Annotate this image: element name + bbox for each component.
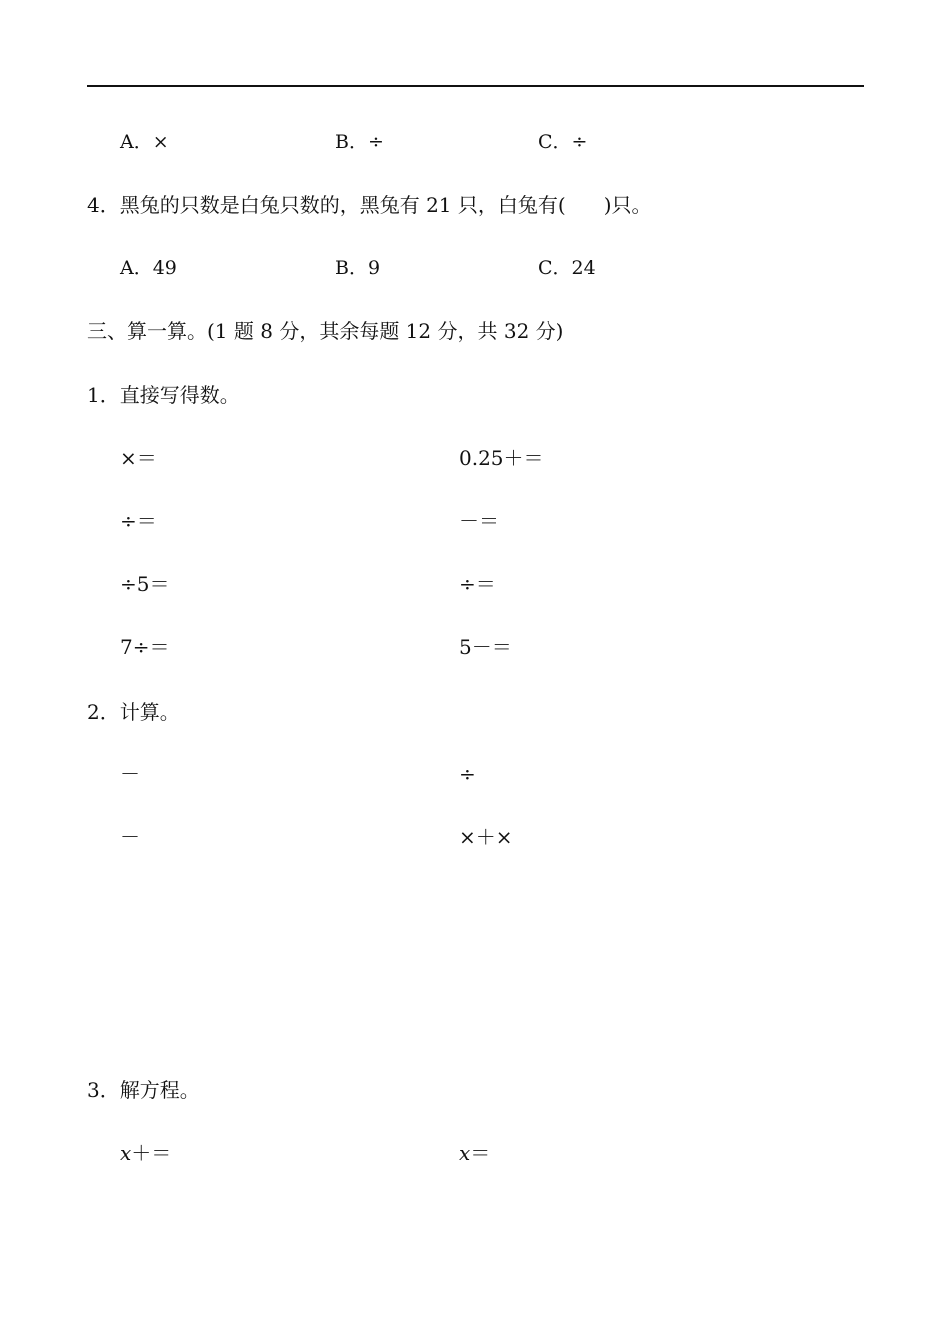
section-heading: 三、算一算。(1 题 8 分，其余每题 12 分，共 32 分) bbox=[87, 319, 564, 343]
calc-item: ×＋× bbox=[459, 825, 513, 849]
top-rule bbox=[87, 85, 864, 87]
q4-option-a: A．49 bbox=[120, 257, 177, 279]
mental-math-item: ×＝ bbox=[120, 446, 157, 470]
equation-rest: ＝ bbox=[470, 1141, 491, 1165]
equation-rest: ＋＝ bbox=[131, 1141, 172, 1165]
part-1-title: 1．直接写得数。 bbox=[87, 383, 240, 407]
variable-x: x bbox=[459, 1141, 471, 1165]
part-2-title: 2．计算。 bbox=[87, 700, 180, 724]
mental-math-item: －＝ bbox=[459, 509, 499, 533]
question-4-text: 4．黑兔的只数是白兔只数的，黑兔有 21 只，白兔有( bbox=[87, 193, 566, 217]
mental-math-item: 7÷＝ bbox=[120, 635, 170, 659]
mental-math-item: 0.25＋＝ bbox=[459, 446, 544, 470]
equation-item bbox=[459, 1141, 490, 1165]
part-3-title: 3．解方程。 bbox=[87, 1078, 200, 1102]
q3-option-b: B．÷ bbox=[335, 131, 384, 153]
mental-math-item: 5－＝ bbox=[459, 635, 512, 659]
q4-option-b: B．9 bbox=[335, 257, 381, 279]
q3-option-a: A．× bbox=[120, 131, 169, 153]
variable-x: x bbox=[120, 1141, 132, 1165]
question-4 bbox=[87, 193, 652, 217]
question-4-text-end: )只。 bbox=[603, 193, 652, 217]
calc-item: ÷ bbox=[459, 762, 476, 786]
calc-item: － bbox=[120, 825, 140, 849]
mental-math-item: ÷5＝ bbox=[120, 572, 170, 596]
equation-item bbox=[120, 1141, 171, 1165]
q3-option-c: C．÷ bbox=[538, 131, 588, 153]
mental-math-item: ÷＝ bbox=[120, 509, 157, 533]
calc-item: － bbox=[120, 762, 140, 786]
mental-math-item: ÷＝ bbox=[459, 572, 496, 596]
q4-option-c: C．24 bbox=[538, 257, 596, 279]
